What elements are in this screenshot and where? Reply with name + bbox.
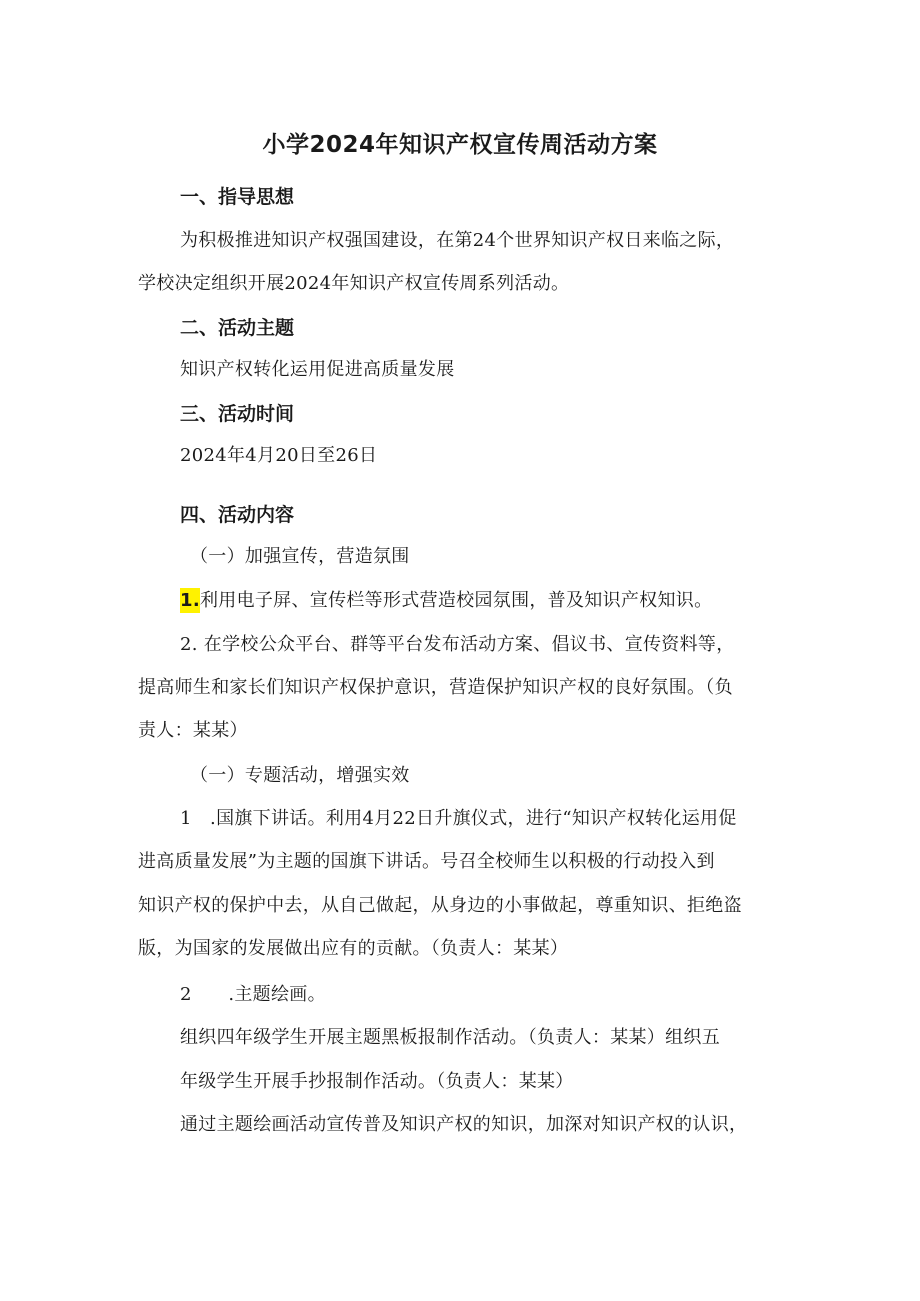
paragraph-line: 1 .国旗下讲话。利用4月22日升旗仪式，进行“知识产权转化运用促: [180, 808, 737, 829]
section-heading-activity-theme: 二、活动主题: [180, 317, 295, 339]
highlighted-item-number: 1.: [180, 590, 200, 611]
paragraph-line: 2. 在学校公众平台、群等平台发布活动方案、倡议书、宣传资料等，: [180, 634, 735, 655]
paragraph-line: 知识产权转化运用促进高质量发展: [180, 359, 455, 380]
document-title: 小学2024年知识产权宣传周活动方案: [262, 132, 658, 158]
paragraph-line: 学校决定组织开展2024年知识产权宣传周系列活动。: [138, 273, 570, 294]
paragraph-line: 为积极推进知识产权强国建设，在第24个世界知识产权日来临之际，: [180, 230, 735, 251]
section-heading-guiding-ideology: 一、指导思想: [180, 186, 295, 208]
paragraph-line: 组织四年级学生开展主题黑板报制作活动。（负责人：某某）组织五: [180, 1027, 720, 1048]
paragraph-line: 提高师生和家长们知识产权保护意识，营造保护知识产权的良好氛围。（负: [138, 677, 733, 698]
paragraph-line: 年级学生开展手抄报制作活动。（负责人：某某）: [180, 1071, 574, 1092]
paragraph-line: 知识产权的保护中去，从自己做起，从身边的小事做起，尊重知识、拒绝盗: [138, 895, 742, 916]
paragraph-line: 2024年4月20日至26日: [180, 445, 378, 466]
section-heading-activity-time: 三、活动时间: [180, 403, 295, 425]
list-item-text: 利用电子屏、宣传栏等形式营造校园氛围，普及知识产权知识。: [199, 590, 713, 611]
paragraph-line: 进高质量发展”为主题的国旗下讲话。号召全校师生以积极的行动投入到: [138, 851, 715, 872]
list-item: [180, 586, 712, 612]
subsection-heading: （一）加强宣传，营造氛围: [190, 546, 410, 567]
paragraph-line: 通过主题绘画活动宣传普及知识产权的知识，加深对知识产权的认识，: [180, 1114, 748, 1135]
paragraph-line: 责人：某某）: [138, 720, 248, 741]
section-heading-activity-content: 四、活动内容: [180, 504, 295, 526]
list-item-heading: 2 .主题绘画。: [180, 984, 326, 1005]
subsection-heading: （一）专题活动，增强实效: [190, 765, 410, 786]
paragraph-line: 版，为国家的发展做出应有的贡献。（负责人：某某）: [138, 938, 569, 959]
